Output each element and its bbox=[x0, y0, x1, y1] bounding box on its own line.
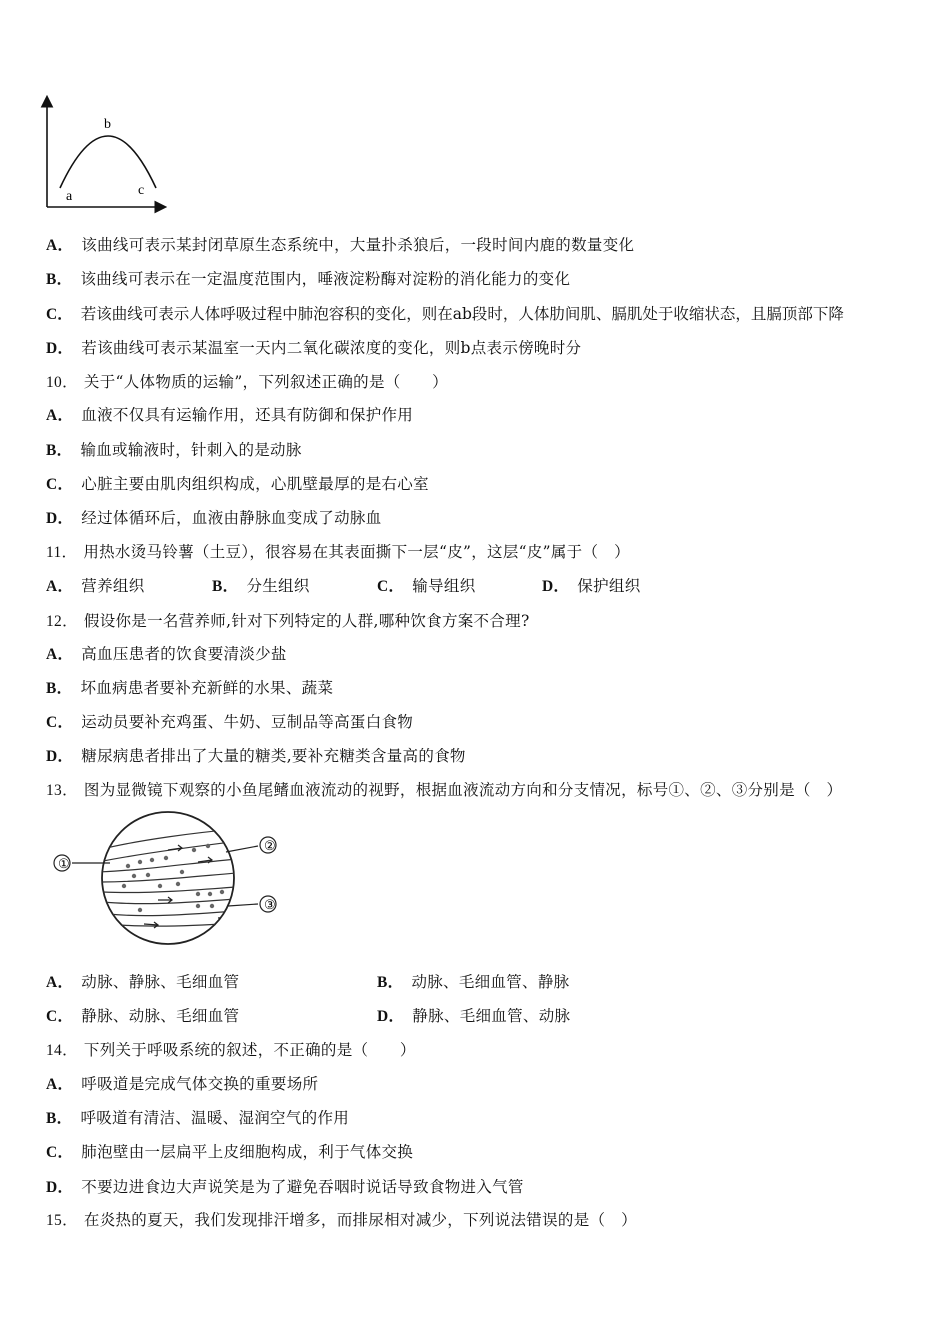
q11-option-a: A． 营养组织 bbox=[46, 577, 145, 595]
q12-option-c: C． 运动员要补充鸡蛋、牛奶、豆制品等高蛋白食物 bbox=[46, 713, 414, 731]
label-2: ② bbox=[264, 838, 276, 853]
q9-option-d: D． 若该曲线可表示某温室一天内二氧化碳浓度的变化，则b点表示傍晚时分 bbox=[46, 339, 582, 357]
q14-option-b: B． 呼吸道有清洁、温暖、湿润空气的作用 bbox=[46, 1109, 350, 1127]
q13-option-b: B． 动脉、毛细血管、静脉 bbox=[377, 973, 570, 991]
q13-option-d: D． 静脉、毛细血管、动脉 bbox=[377, 1007, 571, 1025]
q12-option-d: D． 糖尿病患者排出了大量的糖类,要补充糖类含量高的食物 bbox=[46, 747, 466, 765]
curve bbox=[60, 136, 156, 188]
label-c: c bbox=[138, 183, 145, 198]
q11-option-b: B． 分生组织 bbox=[212, 577, 310, 595]
q10-option-d: D． 经过体循环后，血液由静脉血变成了动脉血 bbox=[46, 509, 382, 527]
q9-option-a: A． 该曲线可表示某封闭草原生态系统中，大量扑杀狼后，一段时间内鹿的数量变化 bbox=[46, 236, 635, 254]
q13-microscope-figure bbox=[48, 810, 288, 945]
q13-stem: 13． 图为显微镜下观察的小鱼尾鳍血液流动的视野，根据血液流动方向和分支情况，标号①、②、③分别是（ ） bbox=[46, 781, 843, 799]
q12-stem: 12． 假设你是一名营养师,针对下列特定的人群,哪种饮食方案不合理? bbox=[46, 612, 530, 630]
q10-option-a: A． 血液不仅具有运输作用，还具有防御和保护作用 bbox=[46, 406, 414, 424]
q11-option-c: C． 输导组织 bbox=[377, 577, 476, 595]
q12-option-b: B． 坏血病患者要补充新鲜的水果、蔬菜 bbox=[46, 679, 334, 697]
label-a: a bbox=[66, 189, 73, 204]
q14-option-c: C． 肺泡壁由一层扁平上皮细胞构成，利于气体交换 bbox=[46, 1143, 414, 1161]
label-b: b bbox=[104, 117, 111, 132]
q14-option-a: A． 呼吸道是完成气体交换的重要场所 bbox=[46, 1075, 319, 1093]
q12-option-a: A． 高血压患者的饮食要清淡少盐 bbox=[46, 645, 287, 663]
q11-option-d: D． 保护组织 bbox=[542, 577, 641, 595]
q9-option-c: C． 若该曲线可表示人体呼吸过程中肺泡容积的变化，则在ab段时，人体肋间肌、膈肌处于收缩状态，且膈顶部下降 bbox=[46, 305, 844, 323]
q14-stem: 14． 下列关于呼吸系统的叙述，不正确的是（ ） bbox=[46, 1041, 416, 1059]
q13-option-c: C． 静脉、动脉、毛细血管 bbox=[46, 1007, 240, 1025]
q15-stem: 15． 在炎热的夏天，我们发现排汗增多，而排尿相对减少，下列说法错误的是（ ） bbox=[46, 1211, 637, 1229]
q9-curve-figure bbox=[38, 92, 173, 217]
q9-option-b: B． 该曲线可表示在一定温度范围内，唾液淀粉酶对淀粉的消化能力的变化 bbox=[46, 270, 571, 288]
label-3: ③ bbox=[264, 897, 276, 912]
label-1: ① bbox=[58, 856, 70, 871]
q10-stem: 10． 关于“人体物质的运输”，下列叙述正确的是（ ） bbox=[46, 373, 448, 391]
q14-option-d: D． 不要边进食边大声说笑是为了避免吞咽时说话导致食物进入气管 bbox=[46, 1178, 524, 1196]
q11-stem: 11． 用热水烫马铃薯（土豆），很容易在其表面撕下一层“皮”，这层“皮”属于（ ） bbox=[46, 543, 630, 561]
q10-option-b: B． 输血或输液时，针刺入的是动脉 bbox=[46, 441, 302, 459]
q13-option-a: A． 动脉、静脉、毛细血管 bbox=[46, 973, 240, 991]
q10-option-c: C． 心脏主要由肌肉组织构成，心肌壁最厚的是右心室 bbox=[46, 475, 429, 493]
